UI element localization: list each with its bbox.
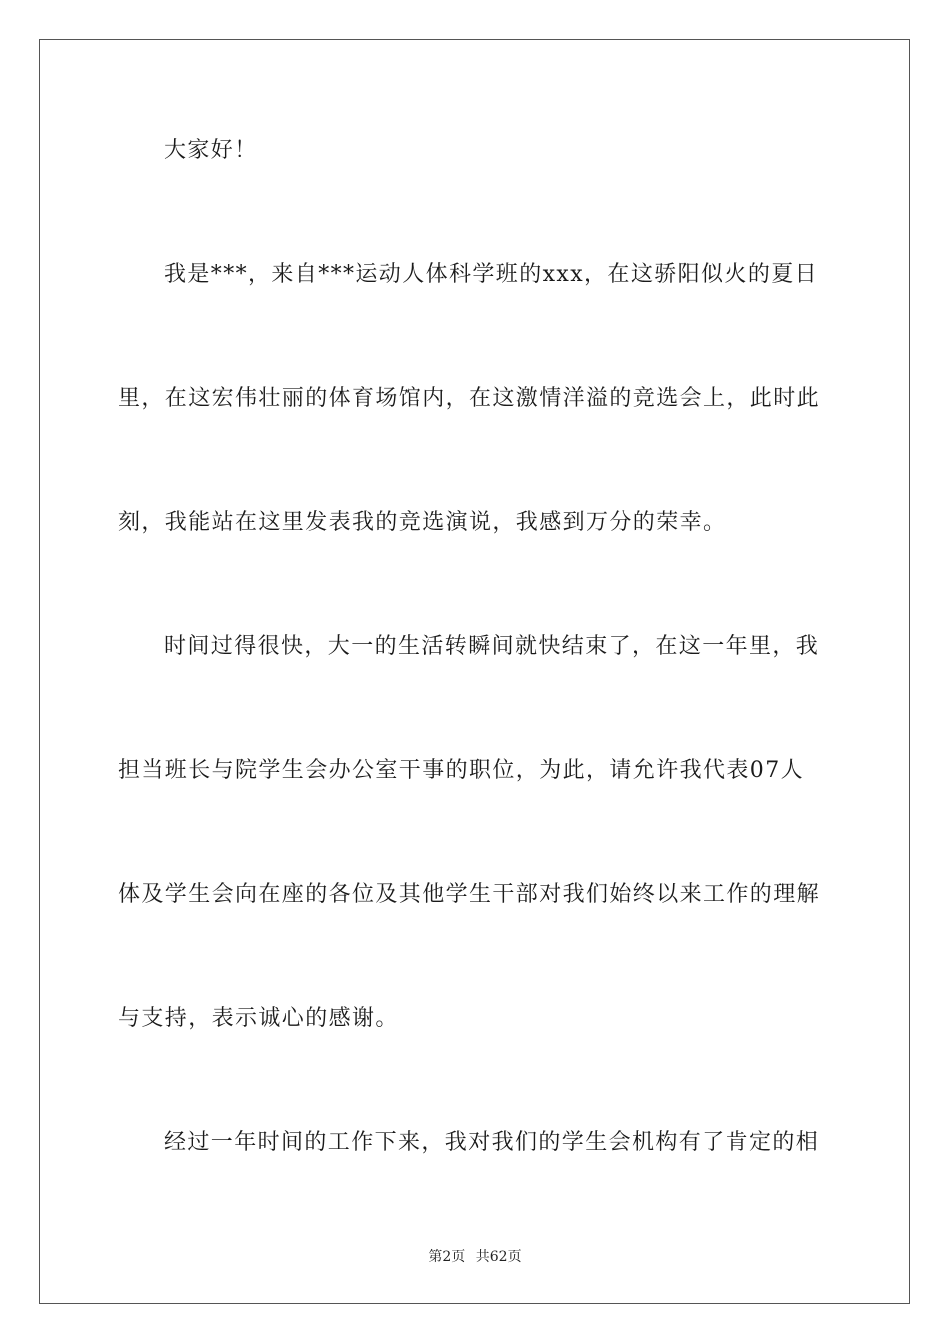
greeting-line: 大家好！ [164, 138, 258, 163]
paragraph-2-line-4: 与支持，表示诚心的感谢。 [118, 1006, 399, 1031]
page-footer [0, 1248, 950, 1266]
paragraph-2-line-2: 担当班长与院学生会办公室干事的职位，为此，请允许我代表07人 [118, 758, 804, 783]
paragraph-3-line-1: 经过一年时间的工作下来，我对我们的学生会机构有了肯定的相 [164, 1130, 820, 1155]
total-pages: 共62页 [475, 1249, 522, 1265]
paragraph-2-line-1: 时间过得很快，大一的生活转瞬间就快结束了，在这一年里，我 [164, 634, 820, 659]
paragraph-1-line-3: 刻，我能站在这里发表我的竞选演说，我感到万分的荣幸。 [118, 510, 727, 535]
page-number: 第2页 [428, 1249, 466, 1265]
page-border [39, 39, 910, 1304]
paragraph-1-line-2: 里，在这宏伟壮丽的体育场馆内，在这激情洋溢的竞选会上，此时此 [118, 386, 821, 411]
paragraph-2-line-3: 体及学生会向在座的各位及其他学生干部对我们始终以来工作的理解 [118, 882, 821, 907]
paragraph-1-line-1: 我是***，来自***运动人体科学班的xxx，在这骄阳似火的夏日 [164, 262, 819, 287]
